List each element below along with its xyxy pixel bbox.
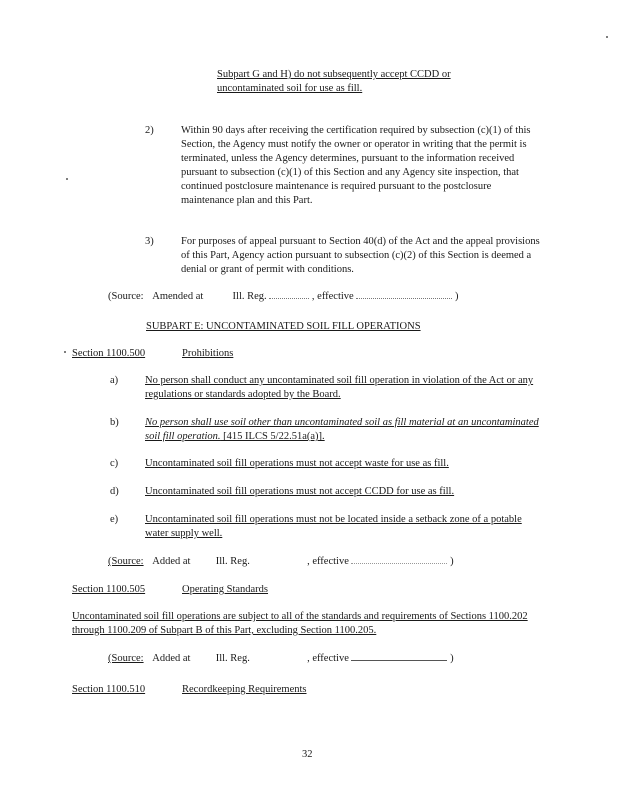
top-note-line-2: uncontaminated soil for use as fill. xyxy=(217,83,363,94)
source-note xyxy=(108,290,458,304)
item-text: Uncontaminated soil fill operations must not be located inside a setback zone of a potable water supply well. xyxy=(145,514,522,539)
section-title: Recordkeeping Requirements xyxy=(182,684,307,695)
section-number: Section 1100.500 xyxy=(72,348,146,359)
item-text: Uncontaminated soil fill operations must not accept CCDD for use as fill. xyxy=(145,486,455,497)
top-note-line-1: Subpart G and H) do not subsequently accept CCDD or xyxy=(217,69,451,80)
source-note xyxy=(108,652,454,666)
item-text: Within 90 days after receiving the certification required by subsection (c)(1) of this Section, the Agency must notify the owner or operator in writing that the permit is terminated, unless the Agency determines, pursuant to the information received pursuant to subsection (c)(1) of this Section and any Agency site inspection, that continued postclosure maintenance is required pursuant to the postclosure maintenance plan and this Part. xyxy=(181,125,531,206)
source-prefix: (Source: xyxy=(108,653,144,664)
source-action: Added at xyxy=(152,556,191,567)
source-close: ) xyxy=(450,653,454,664)
page-number: 32 xyxy=(302,749,313,760)
source-close: ) xyxy=(454,291,459,302)
section-number: Section 1100.505 xyxy=(72,584,146,595)
section-title: Operating Standards xyxy=(182,584,269,595)
item-letter: a) xyxy=(110,375,119,386)
source-prefix: (Source: xyxy=(108,556,144,567)
source-effective: , effective xyxy=(307,556,349,567)
item-letter: c) xyxy=(110,458,119,469)
scan-speck xyxy=(64,351,66,353)
scan-speck xyxy=(66,178,68,180)
source-action: Added at xyxy=(152,653,191,664)
source-action: Amended at xyxy=(152,291,204,302)
section-body: Uncontaminated soil fill operations are subject to all of the standards and requirements of Sections 1100.202 through 1100.209 of Subpart B of this Part, excluding Section 1100.205. xyxy=(72,611,528,636)
section-number: Section 1100.510 xyxy=(72,684,146,695)
item-number: 2) xyxy=(145,125,154,136)
item-letter: b) xyxy=(110,417,119,428)
scan-speck xyxy=(606,36,608,38)
item-text xyxy=(145,416,543,444)
item-letter: d) xyxy=(110,486,119,497)
source-ill-reg: Ill. Reg. xyxy=(215,653,250,664)
source-ill-reg: Ill. Reg. xyxy=(232,291,267,302)
item-italic-text: No person shall use soil other than uncontaminated soil as fill material at an uncontaminated soil fill operation. xyxy=(145,417,539,442)
section-title: Prohibitions xyxy=(182,348,234,359)
source-effective: , effective xyxy=(307,653,349,664)
source-prefix: (Source: xyxy=(108,291,144,302)
item-text: For purposes of appeal pursuant to Section 40(d) of the Act and the appeal provisions of this Part, Agency action pursuant to subsection (c)(2) of this Section is deemed a denial or grant of permit with conditions. xyxy=(181,236,540,275)
item-citation: [415 ILCS 5/22.51a(a)]. xyxy=(220,431,325,442)
item-text: No person shall conduct any uncontaminated soil fill operation in violation of the Act or any regulations or standards adopted by the Board. xyxy=(145,375,534,400)
source-close: ) xyxy=(450,556,454,567)
item-number: 3) xyxy=(145,236,154,247)
source-ill-reg: Ill. Reg. xyxy=(215,556,250,567)
item-letter: e) xyxy=(110,514,119,525)
source-note xyxy=(108,555,454,569)
subpart-heading: SUBPART E: UNCONTAMINATED SOIL FILL OPERATIONS xyxy=(146,321,421,332)
item-text: Uncontaminated soil fill operations must not accept waste for use as fill. xyxy=(145,458,449,469)
source-effective: , effective xyxy=(311,291,354,302)
